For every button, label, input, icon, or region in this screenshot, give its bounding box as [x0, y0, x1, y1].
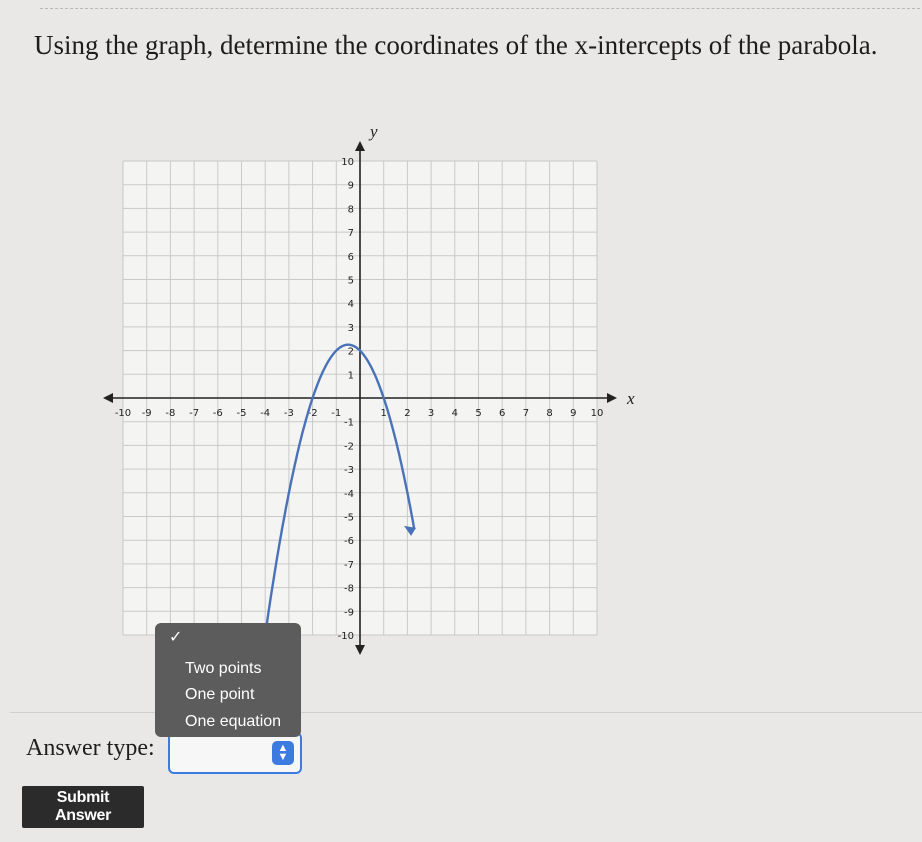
- x-axis-arrow-right: [607, 393, 617, 403]
- x-tick-label: 4: [451, 408, 458, 419]
- y-tick-label: 7: [347, 228, 354, 240]
- y-axis-label: y: [370, 122, 378, 141]
- x-tick-label: -3: [283, 408, 294, 419]
- x-tick-label: 8: [546, 408, 553, 419]
- x-tick-label: -9: [141, 408, 152, 419]
- y-tick-label: -9: [344, 607, 354, 619]
- y-tick-label: -5: [344, 512, 354, 524]
- y-tick-label: 6: [347, 251, 354, 263]
- x-tick-label: -6: [212, 408, 223, 419]
- x-tick-label: 9: [570, 408, 577, 419]
- option-two-points[interactable]: Two points: [185, 660, 262, 677]
- updown-chevron-icon: ▲ ▼: [272, 741, 294, 765]
- answer-divider: [10, 712, 922, 713]
- y-tick-label: 4: [347, 299, 354, 311]
- y-axis-arrow-down: [355, 645, 365, 655]
- x-axis-arrow-left: [103, 393, 113, 403]
- y-axis-arrow-up: [355, 141, 365, 151]
- x-tick-label: 6: [499, 408, 506, 419]
- x-tick-label: -8: [165, 408, 176, 419]
- x-tick-label: -2: [307, 408, 318, 419]
- top-divider: [40, 8, 920, 9]
- y-tick-label: -4: [344, 488, 354, 500]
- x-tick-label: -10: [114, 408, 132, 419]
- x-tick-label: -7: [189, 408, 200, 419]
- y-tick-label: -3: [344, 465, 354, 477]
- y-tick-label: 5: [347, 275, 354, 287]
- x-tick-label: 3: [427, 408, 435, 419]
- x-axis-label: x: [627, 389, 635, 408]
- y-tick-label: -8: [344, 583, 354, 595]
- x-tick-label: -5: [236, 408, 247, 419]
- x-tick-label: 7: [522, 408, 530, 419]
- y-tick-label: -10: [337, 631, 354, 642]
- x-tick-label: 10: [590, 408, 604, 419]
- parabola-graph: [100, 108, 660, 668]
- y-tick-label: -6: [344, 536, 354, 548]
- x-tick-label: -4: [260, 408, 271, 419]
- x-tick-label: 2: [404, 408, 411, 419]
- y-tick-label: 2: [347, 346, 354, 358]
- answer-type-label: Answer type:: [26, 735, 155, 761]
- answer-type-select[interactable]: [168, 732, 302, 774]
- answer-type-dropdown: [155, 623, 301, 737]
- y-tick-label: 1: [347, 370, 354, 382]
- y-tick-label: -2: [344, 441, 354, 453]
- question-text: Using the graph, determine the coordinates of the x-intercepts of the parabola.: [34, 30, 878, 60]
- submit-answer-button[interactable]: Submit Answer: [22, 786, 144, 828]
- x-tick-label: 1: [380, 408, 387, 419]
- x-tick-label: -1: [331, 408, 342, 419]
- y-tick-label: 3: [347, 322, 354, 334]
- x-tick-label: 5: [475, 408, 482, 419]
- option-one-equation[interactable]: One equation: [185, 713, 282, 730]
- option-one-point[interactable]: One point: [185, 686, 255, 703]
- y-tick-label: 8: [347, 204, 354, 216]
- y-tick-label: 9: [347, 180, 354, 192]
- y-tick-label: -1: [344, 417, 354, 429]
- y-tick-label: -7: [344, 559, 354, 571]
- check-icon: ✓: [169, 629, 183, 646]
- y-tick-label: 10: [341, 157, 354, 168]
